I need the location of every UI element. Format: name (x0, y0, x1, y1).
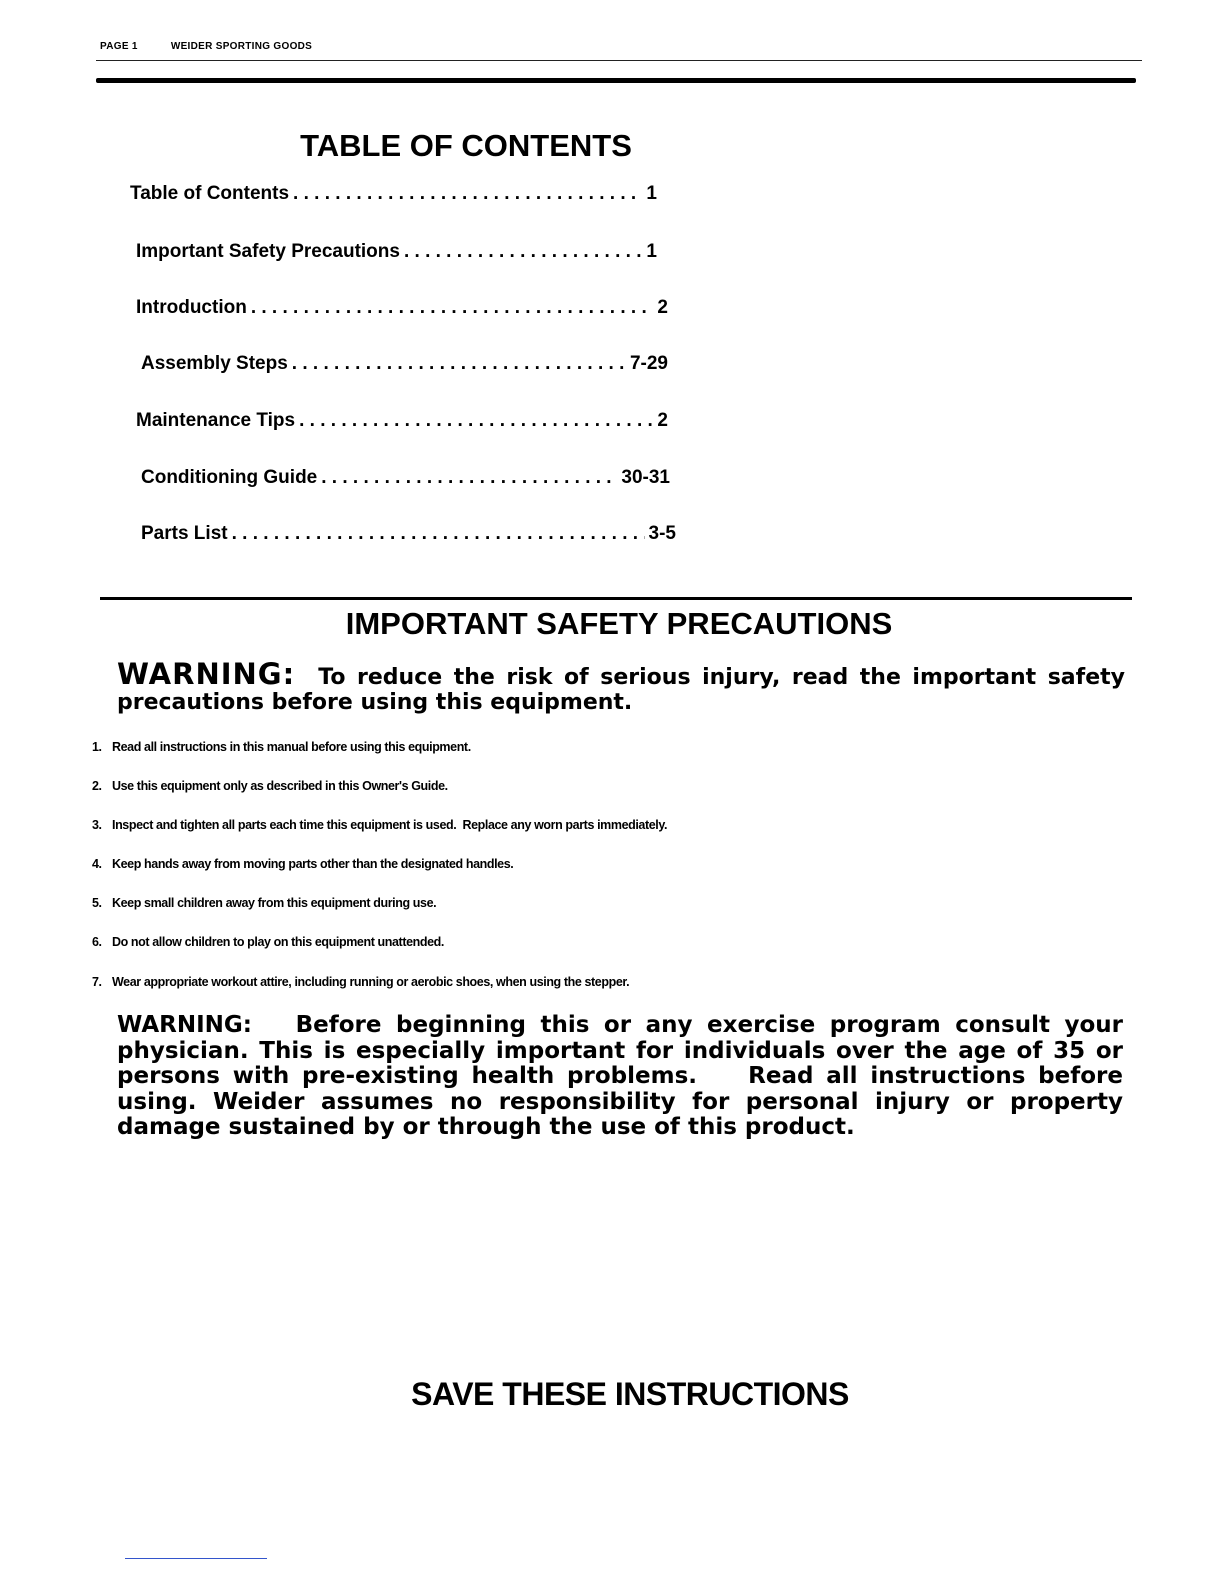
safety-item (92, 896, 667, 935)
warning-text: To reduce the risk of serious injury, read the important safety precautions before using this equipment. (117, 665, 1125, 715)
item-number: 6. (92, 935, 102, 950)
header-thick-rule (96, 78, 1136, 83)
warning2-label: WARNING: (117, 1012, 252, 1038)
toc-entry (130, 183, 657, 205)
toc-entry (136, 241, 657, 263)
safety-title: IMPORTANT SAFETY PRECAUTIONS (345, 606, 893, 641)
dot-leader (251, 297, 654, 319)
dot-leader (321, 467, 617, 489)
item-number: 5. (92, 896, 102, 911)
toc-entry-label: Important Safety Precautions (136, 241, 400, 262)
toc-entry (141, 467, 670, 489)
toc-entry-page: 2 (657, 297, 668, 318)
item-number: 1. (92, 740, 102, 754)
toc-entry (141, 523, 676, 545)
toc-entry-label: Maintenance Tips (136, 410, 296, 431)
page-number: PAGE 1 (100, 41, 138, 52)
item-text: Do not allow children to play on this equipment unattended. (112, 935, 444, 950)
toc-entry (141, 353, 668, 375)
toc-entry-page: 7-29 (629, 353, 668, 374)
toc-entry-label: Assembly Steps (141, 353, 288, 374)
item-text: Inspect and tighten all parts each time this equipment is used. Replace any worn parts immediately. (112, 818, 668, 833)
toc-title: TABLE OF CONTENTS (300, 128, 632, 163)
section-rule (100, 597, 1132, 600)
footer-line (125, 1558, 267, 1559)
item-number: 4. (92, 857, 102, 872)
warning-label: WARNING: (117, 657, 296, 691)
toc-entry-page: 30-31 (621, 467, 670, 488)
safety-item (92, 818, 667, 857)
item-number: 3. (92, 818, 102, 833)
toc-entry-page: 1 (646, 183, 657, 204)
safety-item (92, 935, 667, 974)
page-header (100, 41, 342, 52)
toc-entry-label: Parts List (141, 523, 228, 544)
item-text: Read all instructions in this manual before using this equipment. (112, 740, 471, 754)
dot-leader (232, 523, 645, 545)
item-number: 2. (92, 779, 102, 794)
header-rule (96, 60, 1142, 61)
item-text: Wear appropriate workout attire, including running or aerobic shoes, when using the stepper. (112, 974, 630, 989)
toc-entry-label: Introduction (136, 297, 247, 318)
safety-item (92, 779, 667, 818)
warning2-paragraph (117, 1012, 1132, 1141)
warning-paragraph (117, 657, 1125, 715)
dot-leader (293, 183, 642, 205)
warning2-text: Before beginning this or any exercise program consult your physician. This is especially important for individuals over the age of 35 or persons with pre-existing health problems. Read all instructions before using. Weider assumes no responsibility for personal injury or property damage sustained by or through the use of this product. (117, 1012, 1132, 1140)
toc-entry-page: 1 (646, 241, 657, 262)
toc-entry (136, 410, 668, 432)
company-name: WEIDER SPORTING GOODS (170, 41, 313, 52)
safety-item (92, 740, 667, 779)
toc-entry-label: Conditioning Guide (141, 467, 318, 488)
toc-entry-page: 3-5 (648, 523, 676, 544)
dot-leader (404, 241, 642, 263)
item-text: Keep small children away from this equipment during use. (112, 896, 437, 911)
safety-item (92, 857, 667, 896)
dot-leader (292, 353, 626, 375)
item-number: 7. (92, 974, 102, 989)
item-text: Keep hands away from moving parts other than the designated handles. (112, 857, 514, 872)
safety-list (92, 740, 667, 1014)
toc-entry-label: Table of Contents (130, 183, 290, 204)
dot-leader (299, 410, 653, 432)
item-text: Use this equipment only as described in this Owner's Guide. (112, 779, 448, 794)
toc-entry (136, 297, 668, 319)
save-instructions: SAVE THESE INSTRUCTIONS (411, 1376, 849, 1412)
safety-item (92, 975, 667, 1014)
toc-entry-page: 2 (657, 410, 668, 431)
